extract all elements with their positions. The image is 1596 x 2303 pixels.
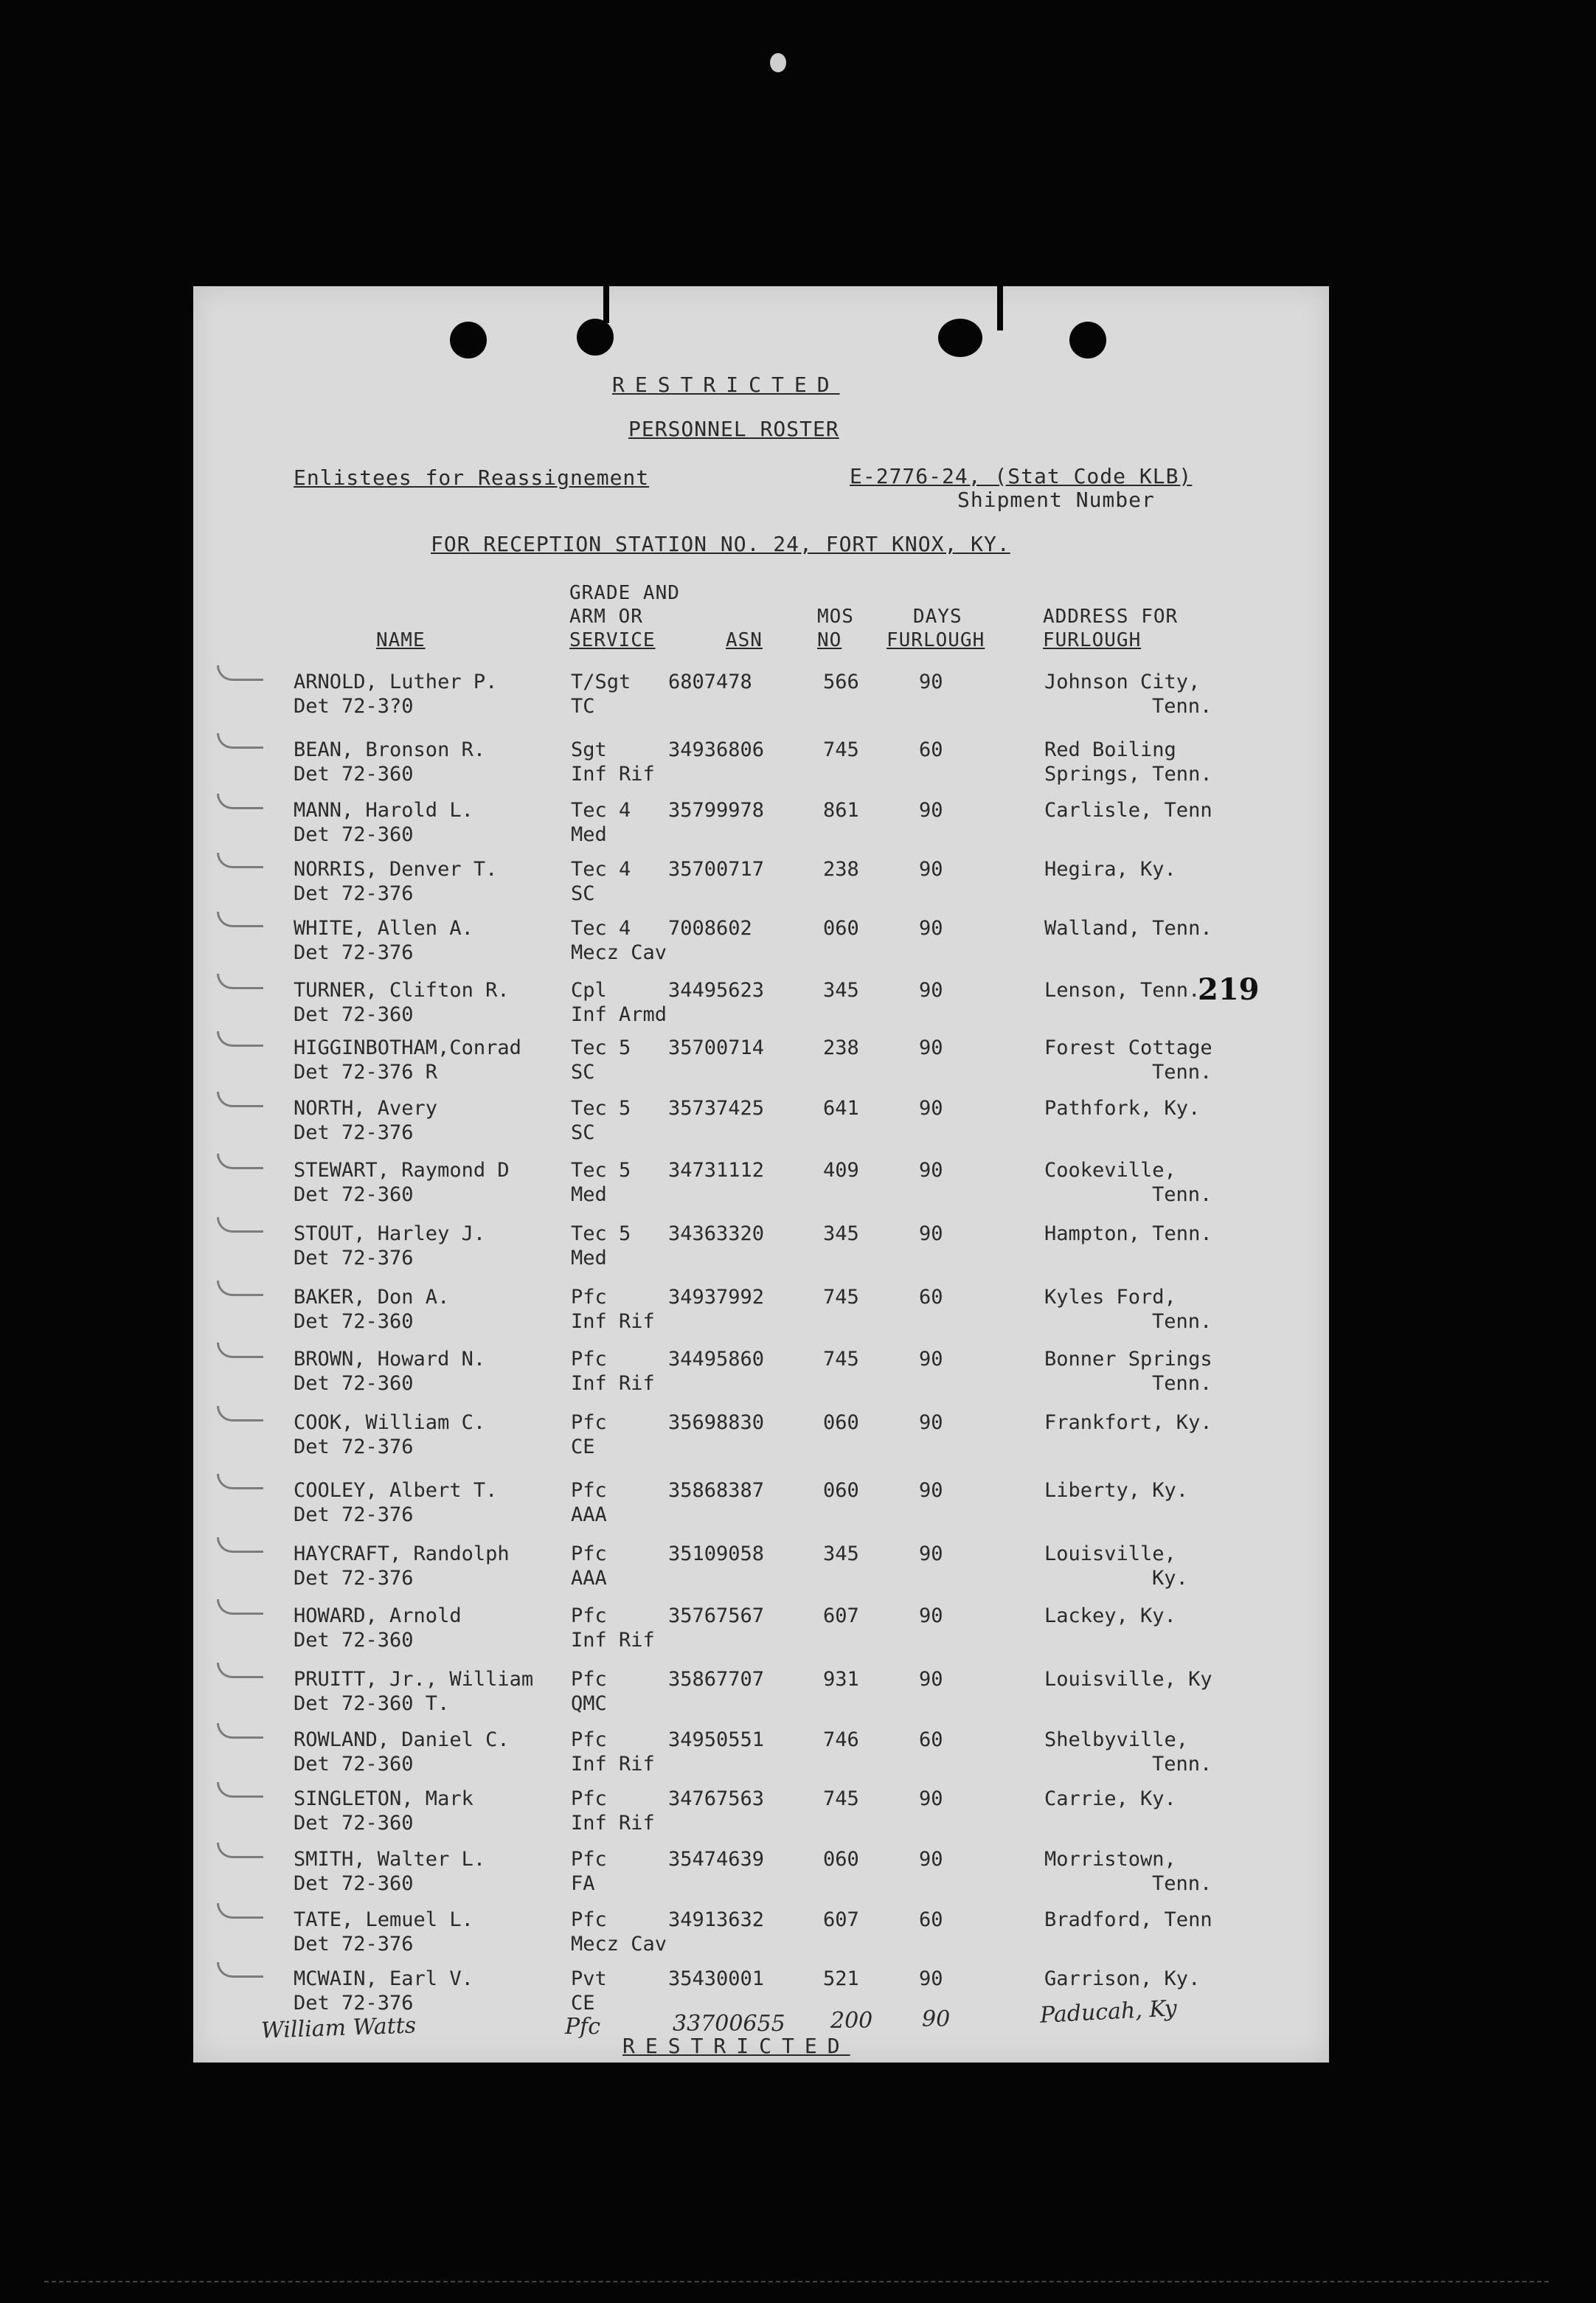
roster-row (193, 1158, 1329, 1217)
row-days-furlough: 90 (919, 1967, 943, 1990)
roster-row (193, 670, 1329, 729)
roster-row (193, 738, 1329, 797)
row-asn: 35474639 (668, 1848, 765, 1871)
row-address-line2: Springs, Tenn. (1044, 763, 1212, 786)
row-days-furlough: 90 (919, 1604, 943, 1627)
check-mark (217, 794, 263, 809)
col-mos-header-1: MOS (817, 606, 854, 628)
check-mark (217, 1782, 263, 1798)
row-name: TATE, Lemuel L. (294, 1908, 473, 1931)
row-mos: 345 (823, 1542, 859, 1565)
row-grade: T/Sgt (571, 671, 631, 693)
row-address-line2: Tenn. (1152, 1372, 1212, 1395)
row-address-line1: Hampton, Tenn. (1044, 1222, 1212, 1245)
row-address-line1: Shelbyville, (1044, 1728, 1189, 1751)
row-arm-service: Inf Rif (571, 1372, 655, 1395)
row-address-line2: Tenn. (1152, 1183, 1212, 1206)
row-days-furlough: 90 (919, 1542, 943, 1565)
row-mos: 345 (823, 1222, 859, 1245)
row-mos: 060 (823, 1479, 859, 1502)
row-asn: 34950551 (668, 1728, 765, 1751)
punch-hole (1069, 322, 1106, 359)
row-days-furlough: 90 (919, 1159, 943, 1182)
row-asn: 34363320 (668, 1222, 765, 1245)
roster-row (193, 1908, 1329, 1967)
page-title: PERSONNEL ROSTER (628, 417, 839, 441)
row-address-line1: Johnson City, (1044, 671, 1201, 693)
col-addr-header-2: FURLOUGH (1043, 629, 1142, 651)
punch-hole (938, 319, 982, 357)
col-grade-header-2: ARM OR (569, 606, 643, 628)
row-days-furlough: 90 (919, 1848, 943, 1871)
row-detachment: Det 72-360 (294, 1310, 414, 1333)
check-mark (217, 974, 263, 989)
row-name: COOK, William C. (294, 1411, 486, 1434)
row-detachment: Det 72-376 (294, 1992, 414, 2015)
row-mos: 931 (823, 1668, 859, 1691)
row-grade: Tec 5 (571, 1036, 631, 1059)
row-arm-service: Med (571, 1183, 607, 1206)
row-asn: 7008602 (668, 917, 752, 940)
handwritten-mos: 200 (830, 2008, 873, 2034)
page-number: 219 (1198, 972, 1260, 1007)
row-asn: 35700714 (668, 1036, 765, 1059)
check-mark (217, 665, 263, 681)
row-asn: 35767567 (668, 1604, 765, 1627)
row-days-furlough: 90 (919, 917, 943, 940)
row-arm-service: SC (571, 1121, 595, 1144)
row-mos: 746 (823, 1728, 859, 1751)
row-name: SINGLETON, Mark (294, 1787, 473, 1810)
row-grade: Pfc (571, 1348, 607, 1371)
row-address-line1: Walland, Tenn. (1044, 917, 1212, 940)
fastener-slot (997, 286, 1003, 330)
row-arm-service: QMC (571, 1692, 607, 1715)
row-name: PRUITT, Jr., William (294, 1668, 534, 1691)
row-asn: 34767563 (668, 1787, 765, 1810)
check-mark (217, 1723, 263, 1739)
row-asn: 35430001 (668, 1967, 765, 1990)
row-name: BAKER, Don A. (294, 1286, 450, 1309)
row-address-line1: Carrie, Ky. (1044, 1787, 1176, 1810)
roster-row (193, 1222, 1329, 1281)
check-mark (217, 733, 263, 749)
row-arm-service: Med (571, 1247, 607, 1270)
row-name: MANN, Harold L. (294, 799, 473, 822)
row-address-line1: Frankfort, Ky. (1044, 1411, 1212, 1434)
handwritten-name: William Watts (260, 2012, 417, 2044)
punch-hole (577, 319, 614, 356)
check-mark (217, 912, 263, 927)
row-address-line1: Forest Cottage (1044, 1036, 1212, 1059)
row-address-line2: Ky. (1152, 1567, 1188, 1590)
roster-row (193, 1285, 1329, 1344)
row-name: HIGGINBOTHAM,Conrad (294, 1036, 521, 1059)
row-asn: 34936806 (668, 738, 765, 761)
punch-hole (450, 322, 487, 359)
row-arm-service: Inf Rif (571, 1310, 655, 1333)
row-detachment: Det 72-360 (294, 823, 414, 846)
row-address-line1: Kyles Ford, (1044, 1286, 1176, 1309)
row-mos: 745 (823, 738, 859, 761)
row-detachment: Det 72-360 (294, 1753, 414, 1776)
row-mos: 238 (823, 1036, 859, 1059)
row-detachment: Det 72-376 (294, 941, 414, 964)
row-address-line2: Tenn. (1152, 695, 1212, 718)
row-address-line2: Tenn. (1152, 1310, 1212, 1333)
handwritten-asn: 33700655 (673, 2011, 785, 2037)
row-asn: 34913632 (668, 1908, 765, 1931)
film-edge-line (44, 2281, 1549, 2284)
row-detachment: Det 72-360 (294, 1183, 414, 1206)
col-days-header-2: FURLOUGH (887, 629, 985, 651)
row-address-line1: Liberty, Ky. (1044, 1479, 1189, 1502)
row-days-furlough: 60 (919, 738, 943, 761)
roster-row (193, 857, 1329, 916)
roster-row (193, 1604, 1329, 1663)
row-arm-service: Med (571, 823, 607, 846)
row-address-line1: Lenson, Tenn. (1044, 979, 1201, 1002)
row-grade: Pvt (571, 1967, 607, 1990)
roster-row (193, 1096, 1329, 1155)
row-arm-service: SC (571, 882, 595, 905)
row-grade: Tec 5 (571, 1097, 631, 1120)
row-grade: Tec 4 (571, 858, 631, 881)
row-grade: Pfc (571, 1787, 607, 1810)
row-name: TURNER, Clifton R. (294, 979, 510, 1002)
check-mark (217, 1962, 263, 1978)
row-name: NORRIS, Denver T. (294, 858, 498, 881)
roster-row (193, 1728, 1329, 1787)
row-days-furlough: 60 (919, 1728, 943, 1751)
row-name: STOUT, Harley J. (294, 1222, 486, 1245)
roster-row (193, 1410, 1329, 1469)
roster-row (193, 916, 1329, 975)
row-days-furlough: 60 (919, 1286, 943, 1309)
row-mos: 607 (823, 1604, 859, 1627)
handwritten-days: 90 (922, 2006, 951, 2032)
row-name: STEWART, Raymond D (294, 1159, 510, 1182)
col-grade-header-1: GRADE AND (569, 582, 680, 604)
roster-row (193, 1542, 1329, 1601)
row-address-line1: Pathfork, Ky. (1044, 1097, 1201, 1120)
check-mark (217, 1903, 263, 1919)
row-name: BEAN, Bronson R. (294, 738, 486, 761)
check-mark (217, 1474, 263, 1489)
row-detachment: Det 72-360 (294, 763, 414, 786)
row-detachment: Det 72-376 R (294, 1061, 438, 1084)
check-mark (217, 1343, 263, 1358)
check-mark (217, 1092, 263, 1107)
row-mos: 745 (823, 1348, 859, 1371)
roster-row (193, 1847, 1329, 1906)
check-mark (217, 1843, 263, 1858)
row-days-furlough: 90 (919, 1787, 943, 1810)
row-detachment: Det 72-360 (294, 1872, 414, 1895)
check-mark (217, 1154, 263, 1169)
station-line: FOR RECEPTION STATION NO. 24, FORT KNOX, KY. (431, 532, 1010, 556)
row-name: BROWN, Howard N. (294, 1348, 486, 1371)
row-arm-service: CE (571, 1436, 595, 1458)
check-mark (217, 1281, 263, 1296)
col-name-header: NAME (376, 629, 426, 651)
row-days-furlough: 90 (919, 1036, 943, 1059)
row-arm-service: FA (571, 1872, 595, 1895)
row-address-line2: Tenn. (1152, 1753, 1212, 1776)
roster-row (193, 978, 1329, 1037)
row-detachment: Det 72-360 (294, 1003, 414, 1026)
row-days-furlough: 60 (919, 1908, 943, 1931)
row-arm-service: AAA (571, 1503, 607, 1526)
shipment-label: Shipment Number (957, 488, 1155, 512)
row-address-line2: Tenn. (1152, 1872, 1212, 1895)
row-asn: 34937992 (668, 1286, 765, 1309)
row-grade: Tec 5 (571, 1159, 631, 1182)
row-mos: 607 (823, 1908, 859, 1931)
row-mos: 521 (823, 1967, 859, 1990)
roster-row (193, 1036, 1329, 1095)
row-mos: 238 (823, 858, 859, 881)
row-address-line1: Hegira, Ky. (1044, 858, 1176, 881)
row-asn: 35867707 (668, 1668, 765, 1691)
row-days-furlough: 90 (919, 671, 943, 693)
roster-row (193, 798, 1329, 857)
row-arm-service: AAA (571, 1567, 607, 1590)
row-mos: 345 (823, 979, 859, 1002)
row-detachment: Det 72-376 (294, 1933, 414, 1956)
row-days-furlough: 90 (919, 1222, 943, 1245)
row-detachment: Det 72-376 (294, 1436, 414, 1458)
row-grade: Pfc (571, 1542, 607, 1565)
row-asn: 6807478 (668, 671, 752, 693)
row-mos: 745 (823, 1286, 859, 1309)
subtitle-left: Enlistees for Reassignement (294, 465, 650, 490)
row-address-line1: Louisville, (1044, 1542, 1176, 1565)
row-grade: Pfc (571, 1728, 607, 1751)
row-grade: Sgt (571, 738, 607, 761)
row-days-furlough: 90 (919, 1348, 943, 1371)
row-detachment: Det 72-360 (294, 1372, 414, 1395)
check-mark (217, 1537, 263, 1553)
row-asn: 35737425 (668, 1097, 765, 1120)
row-detachment: Det 72-376 (294, 1121, 414, 1144)
row-arm-service: Inf Rif (571, 1753, 655, 1776)
roster-row (193, 1667, 1329, 1726)
row-mos: 745 (823, 1787, 859, 1810)
row-grade: Pfc (571, 1411, 607, 1434)
row-mos: 861 (823, 799, 859, 822)
row-detachment: Det 72-3?0 (294, 695, 414, 718)
row-address-line1: Morristown, (1044, 1848, 1176, 1871)
check-mark (217, 1217, 263, 1233)
row-asn: 35868387 (668, 1479, 765, 1502)
shipment-code: E-2776-24, (Stat Code KLB) (850, 464, 1193, 488)
row-grade: Pfc (571, 1286, 607, 1309)
row-grade: Pfc (571, 1668, 607, 1691)
row-address-line1: Carlisle, Tenn (1044, 799, 1212, 822)
row-grade: Tec 5 (571, 1222, 631, 1245)
row-address-line1: Cookeville, (1044, 1159, 1176, 1182)
row-detachment: Det 72-360 (294, 1812, 414, 1835)
row-asn: 35698830 (668, 1411, 765, 1434)
roster-row (193, 1787, 1329, 1846)
row-grade: Pfc (571, 1848, 607, 1871)
row-detachment: Det 72-376 (294, 1567, 414, 1590)
row-arm-service: Inf Rif (571, 1812, 655, 1835)
row-days-furlough: 90 (919, 1479, 943, 1502)
row-address-line1: Bonner Springs (1044, 1348, 1212, 1371)
row-arm-service: SC (571, 1061, 595, 1084)
row-days-furlough: 90 (919, 979, 943, 1002)
row-grade: Pfc (571, 1479, 607, 1502)
row-days-furlough: 90 (919, 1668, 943, 1691)
restricted-header: RESTRICTED (612, 373, 840, 397)
row-name: COOLEY, Albert T. (294, 1479, 498, 1502)
col-addr-header-1: ADDRESS FOR (1043, 606, 1179, 628)
row-days-furlough: 90 (919, 1097, 943, 1120)
row-arm-service: TC (571, 695, 595, 718)
handwritten-grade: Pfc (565, 2014, 601, 2040)
row-detachment: Det 72-376 (294, 1503, 414, 1526)
row-address-line1: Lackey, Ky. (1044, 1604, 1176, 1627)
row-asn: 35799978 (668, 799, 765, 822)
check-mark (217, 1663, 263, 1678)
row-mos: 060 (823, 1411, 859, 1434)
col-days-header-1: DAYS (913, 606, 962, 628)
row-grade: Cpl (571, 979, 607, 1002)
col-asn-header: ASN (726, 629, 763, 651)
fastener-slot (603, 286, 609, 323)
row-name: ARNOLD, Luther P. (294, 671, 498, 693)
row-days-furlough: 90 (919, 1411, 943, 1434)
row-grade: Pfc (571, 1908, 607, 1931)
row-arm-service: Mecz Cav (571, 941, 667, 964)
row-name: WHITE, Allen A. (294, 917, 473, 940)
row-detachment: Det 72-376 (294, 882, 414, 905)
row-address-line1: Louisville, Ky (1044, 1668, 1212, 1691)
handwritten-address: Paducah, Ky (1039, 1995, 1178, 2029)
row-mos: 060 (823, 917, 859, 940)
check-mark (217, 1599, 263, 1615)
col-mos-header-2: NO (817, 629, 842, 651)
row-address-line1: Red Boiling (1044, 738, 1176, 761)
row-arm-service: Mecz Cav (571, 1933, 667, 1956)
row-name: HAYCRAFT, Randolph (294, 1542, 510, 1565)
row-asn: 34731112 (668, 1159, 765, 1182)
row-detachment: Det 72-360 (294, 1629, 414, 1652)
row-name: ROWLAND, Daniel C. (294, 1728, 510, 1751)
row-arm-service: Inf Armd (571, 1003, 667, 1026)
roster-row (193, 1347, 1329, 1406)
row-asn: 35109058 (668, 1542, 765, 1565)
check-mark (217, 1406, 263, 1421)
row-asn: 34495623 (668, 979, 765, 1002)
row-arm-service: CE (571, 1992, 595, 2015)
row-detachment: Det 72-376 (294, 1247, 414, 1270)
row-grade: Pfc (571, 1604, 607, 1627)
roster-page (193, 286, 1329, 2063)
col-grade-header-3: SERVICE (569, 629, 656, 651)
row-name: NORTH, Avery (294, 1097, 438, 1120)
row-grade: Tec 4 (571, 799, 631, 822)
row-address-line1: Garrison, Ky. (1044, 1967, 1201, 1990)
check-mark (217, 1031, 263, 1047)
row-days-furlough: 90 (919, 858, 943, 881)
dust-speck (770, 53, 786, 72)
row-arm-service: Inf Rif (571, 763, 655, 786)
restricted-footer: RESTRICTED (622, 2034, 850, 2058)
row-mos: 409 (823, 1159, 859, 1182)
row-asn: 34495860 (668, 1348, 765, 1371)
row-days-furlough: 90 (919, 799, 943, 822)
roster-row (193, 1478, 1329, 1537)
row-grade: Tec 4 (571, 917, 631, 940)
row-mos: 566 (823, 671, 859, 693)
row-address-line2: Tenn. (1152, 1061, 1212, 1084)
check-mark (217, 853, 263, 868)
row-address-line1: Bradford, Tenn (1044, 1908, 1212, 1931)
row-arm-service: Inf Rif (571, 1629, 655, 1652)
row-detachment: Det 72-360 T. (294, 1692, 450, 1715)
row-asn: 35700717 (668, 858, 765, 881)
row-name: MCWAIN, Earl V. (294, 1967, 473, 1990)
row-name: SMITH, Walter L. (294, 1848, 486, 1871)
row-name: HOWARD, Arnold (294, 1604, 462, 1627)
row-mos: 060 (823, 1848, 859, 1871)
row-mos: 641 (823, 1097, 859, 1120)
